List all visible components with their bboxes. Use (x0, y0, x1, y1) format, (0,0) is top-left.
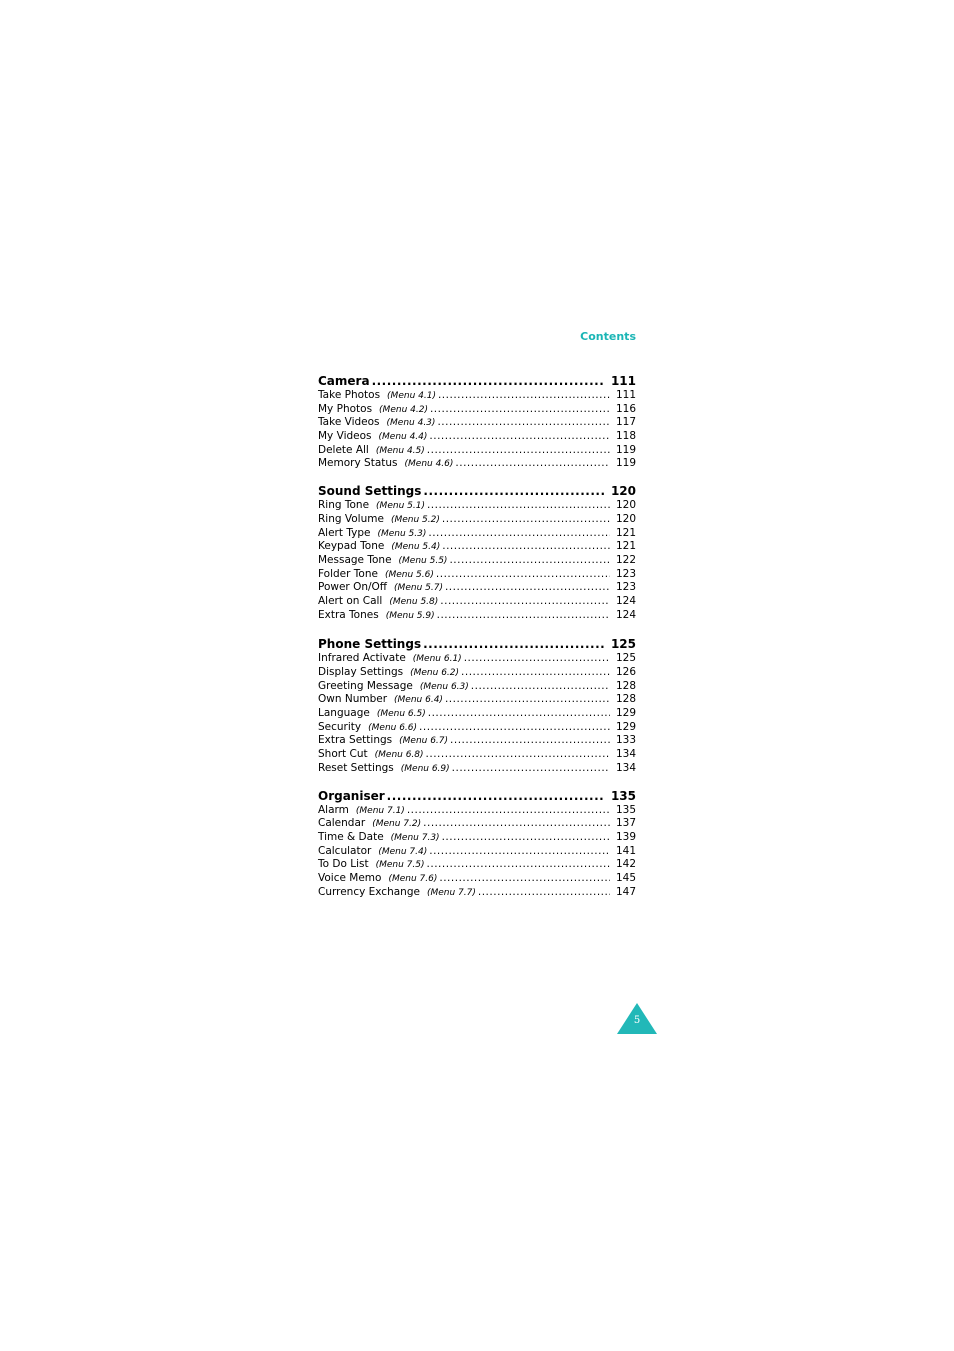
entry-menu-ref: (Menu 4.6) (404, 459, 454, 470)
entry-label: Extra Tones (318, 608, 379, 621)
entry-menu-ref: (Menu 4.5) (375, 445, 425, 456)
entry-label: Display Settings (318, 666, 404, 678)
entry-menu-ref: (Menu 6.5) (376, 709, 426, 720)
toc-entry[interactable] (318, 872, 636, 886)
toc-entry[interactable] (318, 734, 636, 748)
toc-entry[interactable] (318, 707, 636, 721)
entry-page: 133 (615, 734, 636, 747)
toc-entry[interactable] (318, 581, 636, 595)
leader-dots (471, 680, 610, 694)
entry-menu-ref: (Menu 7.3) (390, 832, 440, 843)
toc-entry[interactable] (318, 609, 636, 623)
entry-page: 124 (615, 608, 636, 621)
entry-page: 119 (615, 443, 636, 456)
leader-dots (423, 636, 605, 652)
leader-dots (430, 403, 610, 417)
entry-page: 111 (615, 389, 636, 401)
entry-label: My Photos (318, 402, 373, 415)
entry-label: Alert on Call (318, 594, 383, 607)
entry-menu-ref: (Menu 4.3) (386, 418, 436, 429)
toc-entry[interactable] (318, 444, 636, 458)
entry-page: 120 (615, 499, 636, 512)
entry-page: 124 (615, 594, 636, 607)
toc-section-heading[interactable] (318, 636, 636, 652)
entry-label: Time & Date (318, 830, 384, 843)
toc-section (318, 636, 636, 775)
entry-menu-ref: (Menu 7.5) (375, 860, 425, 871)
entry-menu-ref: (Menu 6.6) (368, 722, 418, 733)
leader-dots (387, 788, 605, 804)
entry-label: Power On/Off (318, 581, 388, 594)
entry-label: Calculator (318, 844, 372, 857)
leader-dots (478, 886, 610, 900)
entry-label: Take Videos (318, 416, 380, 429)
entry-label: Alert Type (318, 526, 371, 539)
leader-dots (437, 609, 610, 623)
entry-page: 147 (615, 885, 636, 898)
section-page: 125 (610, 637, 636, 652)
entry-label: To Do List (318, 858, 369, 871)
toc-entry[interactable] (318, 403, 636, 417)
toc-entry[interactable] (318, 568, 636, 582)
entry-page: 126 (615, 666, 636, 678)
leader-dots (437, 416, 610, 430)
entry-page: 129 (615, 720, 636, 733)
entry-page: 145 (615, 871, 636, 884)
entry-label: Infrared Activate (318, 652, 406, 665)
leader-dots (407, 804, 610, 818)
section-title: Sound Settings (318, 484, 422, 499)
entry-label: Extra Settings (318, 734, 393, 747)
toc-entry[interactable] (318, 721, 636, 735)
toc-entry[interactable] (318, 762, 636, 776)
entry-menu-ref: (Menu 5.1) (376, 501, 425, 512)
entry-label: Memory Status (318, 457, 398, 470)
entry-menu-ref: (Menu 5.7) (394, 583, 443, 594)
toc-entry[interactable] (318, 680, 636, 694)
entry-menu-ref: (Menu 5.4) (391, 542, 441, 553)
entry-page: 118 (615, 430, 636, 443)
entry-menu-ref: (Menu 5.2) (390, 514, 440, 525)
leader-dots (436, 568, 610, 582)
toc-entry[interactable] (318, 748, 636, 762)
entry-label: Alarm (318, 803, 349, 816)
entry-page: 128 (615, 693, 636, 706)
section-page: 135 (610, 788, 636, 803)
entry-menu-ref: (Menu 5.9) (385, 610, 435, 621)
entry-label: Security (318, 720, 362, 733)
leader-dots (427, 499, 610, 513)
leader-dots (419, 721, 610, 735)
entry-label: Calendar (318, 817, 366, 830)
section-title: Phone Settings (318, 637, 422, 652)
toc-entry[interactable] (318, 513, 636, 527)
entry-label: Delete All (318, 443, 369, 456)
entry-page: 137 (615, 817, 636, 830)
leader-dots (445, 693, 610, 707)
entry-menu-ref: (Menu 4.1) (387, 391, 436, 401)
entry-menu-ref: (Menu 7.7) (426, 887, 476, 898)
entry-menu-ref: (Menu 6.9) (400, 763, 450, 774)
leader-dots (450, 734, 610, 748)
entry-label: Reset Settings (318, 761, 394, 774)
entry-label: Take Photos (318, 389, 381, 401)
toc-entry[interactable] (318, 527, 636, 541)
section-spacer (318, 471, 636, 483)
entry-page: 117 (615, 416, 636, 429)
entry-label: Language (318, 707, 370, 720)
entry-page: 139 (615, 830, 636, 843)
toc-entry[interactable] (318, 693, 636, 707)
toc-entry[interactable] (318, 389, 636, 403)
leader-dots (427, 444, 610, 458)
toc-entry[interactable] (318, 804, 636, 818)
leader-dots (442, 513, 610, 527)
leader-dots (429, 845, 610, 859)
leader-dots (442, 831, 610, 845)
leader-dots (372, 373, 605, 389)
entry-menu-ref: (Menu 6.2) (410, 668, 460, 678)
leader-dots (429, 430, 610, 444)
toc-entry[interactable] (318, 831, 636, 845)
leader-dots (428, 707, 610, 721)
entry-label: Currency Exchange (318, 885, 420, 898)
leader-dots (426, 748, 610, 762)
section-page: 111 (610, 374, 636, 388)
toc-entry[interactable] (318, 817, 636, 831)
leader-dots (445, 581, 610, 595)
section-spacer (318, 776, 636, 788)
toc-section (318, 373, 636, 471)
entry-menu-ref: (Menu 7.4) (378, 846, 428, 857)
entry-page: 121 (615, 540, 636, 553)
entry-page: 142 (615, 858, 636, 871)
entry-page: 128 (615, 679, 636, 692)
entry-page: 134 (615, 748, 636, 761)
toc-entry[interactable] (318, 540, 636, 554)
leader-dots (452, 762, 610, 776)
toc-entry[interactable] (318, 457, 636, 471)
entry-label: Ring Volume (318, 512, 384, 525)
entry-menu-ref: (Menu 5.8) (389, 596, 439, 607)
toc-entry[interactable] (318, 554, 636, 568)
entry-page: 135 (615, 803, 636, 816)
entry-label: Short Cut (318, 748, 368, 761)
toc-section-heading[interactable] (318, 483, 636, 499)
section-title: Camera (318, 374, 370, 388)
entry-menu-ref: (Menu 5.5) (398, 555, 448, 566)
leader-dots (439, 872, 610, 886)
page-number-badge (617, 1003, 657, 1034)
entry-label: Greeting Message (318, 679, 413, 692)
entry-page: 119 (615, 457, 636, 470)
entry-page: 125 (615, 652, 636, 665)
entry-menu-ref: (Menu 7.1) (355, 805, 405, 816)
leader-dots (464, 652, 610, 666)
toc-entry[interactable] (318, 416, 636, 430)
entry-label: Keypad Tone (318, 540, 385, 553)
entry-label: Own Number (318, 693, 388, 706)
section-page: 120 (610, 484, 636, 499)
entry-label: Voice Memo (318, 871, 382, 884)
entry-page: 120 (615, 512, 636, 525)
leader-dots (442, 540, 610, 554)
section-title: Organiser (318, 788, 385, 803)
entry-label: Ring Tone (318, 499, 370, 512)
toc-entry[interactable] (318, 499, 636, 513)
toc-entry[interactable] (318, 652, 636, 666)
entry-label: Folder Tone (318, 567, 378, 580)
entry-page: 123 (615, 581, 636, 594)
entry-page: 121 (615, 526, 636, 539)
entry-page: 134 (615, 761, 636, 774)
leader-dots (438, 389, 610, 403)
entry-label: Message Tone (318, 553, 392, 566)
entry-menu-ref: (Menu 5.3) (377, 528, 427, 539)
entry-menu-ref: (Menu 6.7) (399, 736, 449, 747)
entry-menu-ref: (Menu 4.4) (378, 432, 428, 443)
leader-dots (423, 817, 610, 831)
toc-section (318, 483, 636, 622)
entry-page: 123 (615, 567, 636, 580)
page-header-title: Contents (580, 330, 636, 343)
entry-menu-ref: (Menu 6.1) (412, 654, 462, 665)
toc-entry[interactable] (318, 886, 636, 900)
entry-label: My Videos (318, 430, 372, 443)
toc-entry[interactable] (318, 858, 636, 872)
entry-page: 116 (615, 402, 636, 415)
entry-menu-ref: (Menu 6.8) (374, 750, 424, 761)
entry-menu-ref: (Menu 4.2) (379, 404, 428, 415)
leader-dots (423, 483, 605, 499)
leader-dots (461, 666, 610, 680)
entry-menu-ref: (Menu 6.3) (419, 681, 469, 692)
toc-section-heading[interactable] (318, 788, 636, 804)
toc-entry[interactable] (318, 845, 636, 859)
leader-dots (440, 595, 610, 609)
leader-dots (455, 457, 610, 471)
entry-page: 141 (615, 844, 636, 857)
entry-page: 122 (615, 553, 636, 566)
toc-section-heading[interactable] (318, 373, 636, 389)
page-number: 5 (633, 1015, 641, 1026)
section-spacer (318, 622, 636, 636)
table-of-contents (318, 373, 636, 899)
entry-menu-ref: (Menu 7.2) (372, 819, 422, 830)
entry-menu-ref: (Menu 7.6) (388, 873, 438, 884)
toc-entry[interactable] (318, 666, 636, 680)
entry-menu-ref: (Menu 6.4) (394, 695, 443, 706)
toc-entry[interactable] (318, 595, 636, 609)
toc-entry[interactable] (318, 430, 636, 444)
entry-page: 129 (615, 707, 636, 720)
toc-section (318, 788, 636, 900)
entry-menu-ref: (Menu 5.6) (384, 569, 434, 580)
leader-dots (449, 554, 610, 568)
leader-dots (427, 858, 610, 872)
leader-dots (428, 527, 610, 541)
